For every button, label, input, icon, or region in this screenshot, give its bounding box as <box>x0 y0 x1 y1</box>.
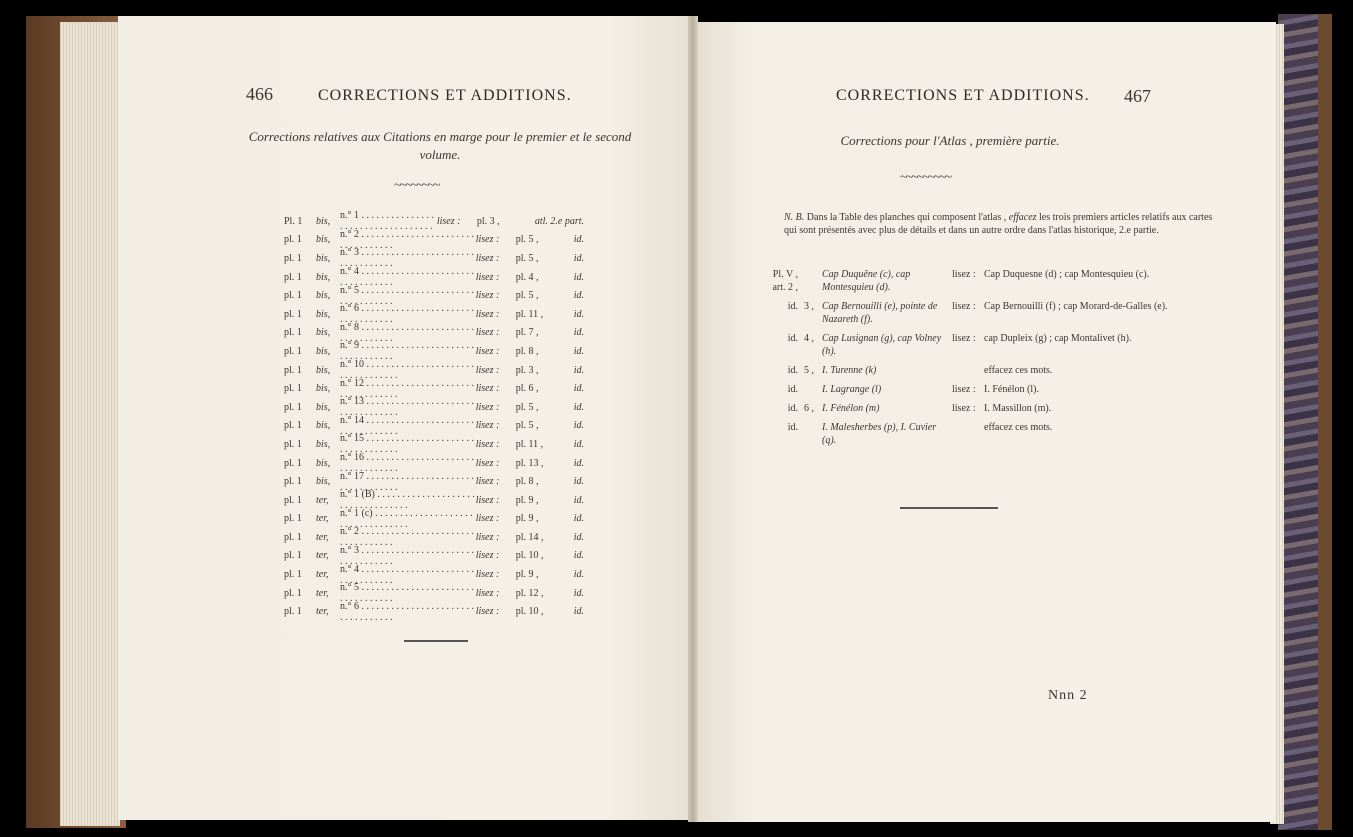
atlas-plate: id. <box>787 301 798 312</box>
atlas-plate: id. <box>787 384 798 395</box>
atlas-entry: I. Turenne (k) <box>822 365 877 376</box>
citation-note: id. <box>573 290 584 302</box>
citation-lisez: lisez : <box>475 420 500 432</box>
citation-row <box>284 544 584 566</box>
citation-note: id. <box>573 420 584 432</box>
citation-modifier: bis, <box>316 290 331 302</box>
citation-target: pl. 12 , <box>515 587 544 599</box>
citation-plate: pl. 1 <box>284 587 302 599</box>
citation-note: id. <box>573 327 584 339</box>
citation-plate: pl. 1 <box>284 476 302 488</box>
citation-plate: pl. 1 <box>284 383 302 395</box>
citation-lisez: lisez : <box>475 383 500 395</box>
atlas-plate: id. <box>787 365 798 376</box>
citation-lisez: lisez : <box>475 345 500 357</box>
citation-number: n.° 6 . . . <box>340 303 476 325</box>
citation-row <box>284 398 584 417</box>
citation-number: n.° 12 . . . <box>340 378 476 400</box>
citation-modifier: ter, <box>316 606 329 618</box>
citation-target: pl. 10 , <box>515 606 544 618</box>
atlas-action: lisez : <box>952 301 976 312</box>
citation-row <box>284 414 584 436</box>
citation-note: id. <box>573 550 584 562</box>
book-cover-right-edge <box>1318 14 1332 830</box>
citation-number: n.° 13 . . . <box>340 396 476 418</box>
citation-lisez: lisez : <box>475 234 500 246</box>
atlas-correction-row <box>758 332 1238 358</box>
left-end-rule <box>404 640 468 642</box>
atlas-correction-row <box>758 421 1238 447</box>
citation-target: pl. 13 , <box>515 457 544 469</box>
citation-row <box>284 228 584 250</box>
citation-row <box>284 602 584 621</box>
citation-modifier: ter, <box>316 494 329 506</box>
citation-row <box>284 286 584 305</box>
citation-modifier: bis, <box>316 271 331 283</box>
atlas-correction-row <box>758 268 1238 294</box>
atlas-correction: effacez ces mots. <box>984 365 1053 376</box>
atlas-plate: id. <box>787 333 798 344</box>
citation-plate: pl. 1 <box>284 531 302 543</box>
citation-plate: pl. 1 <box>284 308 302 320</box>
citation-modifier: bis, <box>316 420 331 432</box>
citation-number: n.° 5 . . . <box>340 582 476 604</box>
citation-row <box>284 454 584 473</box>
citation-note: atl. 2.e part. <box>534 215 584 227</box>
atlas-correction: cap Dupleix (g) ; cap Montalivet (h). <box>984 333 1132 344</box>
citation-note: id. <box>573 457 584 469</box>
citation-lisez: lisez : <box>475 587 500 599</box>
citation-note: id. <box>573 531 584 543</box>
citation-row <box>284 584 584 603</box>
left-ornament: ~~~~~~~~ <box>394 178 439 193</box>
citation-number: n.° 2 . . . <box>340 229 476 251</box>
citation-target: pl. 11 , <box>515 308 544 320</box>
citation-row <box>284 249 584 268</box>
citation-lisez: lisez : <box>475 438 500 450</box>
citation-target: pl. 8 , <box>515 476 539 488</box>
citation-note: id. <box>573 438 584 450</box>
citation-plate: pl. 1 <box>284 327 302 339</box>
citation-lisez: lisez : <box>475 550 500 562</box>
citation-lisez: lisez : <box>475 290 500 302</box>
citation-number: n.° 16 . . . <box>340 452 476 474</box>
citation-number: n.° 3 . . . <box>340 545 476 567</box>
atlas-entry: Cap Lusignan (g), cap Volney (h). <box>822 333 942 357</box>
citation-target: pl. 4 , <box>515 271 539 283</box>
atlas-entry: Cap Bernouilli (e), pointe de Nazareth (f). <box>822 301 938 325</box>
right-running-head: CORRECTIONS ET ADDITIONS. <box>836 87 1090 104</box>
citation-modifier: bis, <box>316 383 331 395</box>
atlas-correction-row <box>758 383 1238 396</box>
citation-row <box>284 212 584 231</box>
citation-modifier: bis, <box>316 308 331 320</box>
citation-target: pl. 5 , <box>515 252 539 264</box>
left-page-number: 466 <box>246 84 273 104</box>
citation-number: n.° 2 . . . <box>340 526 476 548</box>
citation-number: n.° 14 . . . <box>340 415 476 437</box>
citation-target: pl. 5 , <box>515 401 539 413</box>
citation-lisez: lisez : <box>475 252 500 264</box>
citation-number: n.° 17 . . . <box>340 471 476 493</box>
citation-modifier: ter, <box>316 550 329 562</box>
atlas-action <box>952 364 984 377</box>
citation-target: pl. 6 , <box>515 383 539 395</box>
citation-modifier: ter, <box>316 587 329 599</box>
atlas-correction-row <box>758 364 1238 377</box>
atlas-article-number <box>804 268 822 294</box>
atlas-correction-row <box>758 300 1238 326</box>
nota-bene-paragraph <box>784 211 1224 237</box>
citation-target: pl. 3 , <box>515 364 539 376</box>
citation-note: id. <box>573 271 584 283</box>
citation-lisez: lisez : <box>475 457 500 469</box>
atlas-action <box>952 421 984 447</box>
citation-plate: pl. 1 <box>284 513 302 525</box>
atlas-article-number: 4 , <box>804 333 814 344</box>
citation-plate: pl. 1 <box>284 457 302 469</box>
citation-row <box>284 528 584 547</box>
citation-target: pl. 11 , <box>515 438 544 450</box>
atlas-article-number <box>804 421 822 447</box>
citation-number: n.° 15 . . . <box>340 433 476 455</box>
citation-row <box>284 321 584 343</box>
atlas-article-number: 5 , <box>804 365 814 376</box>
citation-modifier: bis, <box>316 401 331 413</box>
citation-note: id. <box>573 364 584 376</box>
citation-plate: pl. 1 <box>284 345 302 357</box>
citation-target: pl. 10 , <box>515 550 544 562</box>
citation-row <box>284 342 584 361</box>
page-stack-left <box>60 22 120 826</box>
citation-lisez: lisez : <box>475 401 500 413</box>
atlas-corrections-table <box>758 268 1238 453</box>
citation-number: n.° 1 . . . <box>340 210 437 232</box>
citation-modifier: bis, <box>316 476 331 488</box>
citation-number: n.° 1 (B) . . . <box>340 489 476 511</box>
citation-plate: pl. 1 <box>284 271 302 283</box>
right-page-number: 467 <box>1124 86 1151 106</box>
atlas-plate: id. <box>787 422 798 433</box>
citation-lisez: lisez : <box>475 271 500 283</box>
citation-row <box>284 268 584 287</box>
citation-modifier: bis, <box>316 457 331 469</box>
atlas-action: lisez : <box>952 384 976 395</box>
atlas-correction: Cap Bernouilli (f) ; cap Morard-de-Galles (e). <box>984 301 1168 312</box>
right-section-title: Corrections pour l'Atlas , première partie. <box>840 133 1060 148</box>
citation-note: id. <box>573 252 584 264</box>
citation-plate: pl. 1 <box>284 364 302 376</box>
citation-modifier: bis, <box>316 327 331 339</box>
citation-lisez: lisez : <box>475 494 500 506</box>
citation-row <box>284 379 584 398</box>
atlas-article-number <box>804 383 822 396</box>
citation-modifier: ter, <box>316 569 329 581</box>
citation-row <box>284 507 584 529</box>
citation-number: n.° 3 . . . <box>340 247 476 269</box>
citation-note: id. <box>573 569 584 581</box>
citation-note: id. <box>573 234 584 246</box>
citation-target: pl. 5 , <box>515 290 539 302</box>
citation-target: pl. 9 , <box>515 513 539 525</box>
atlas-correction: Cap Duquesne (d) ; cap Montesquieu (c). <box>984 269 1150 280</box>
nb-label: N. B. <box>784 212 805 223</box>
citation-modifier: bis, <box>316 438 331 450</box>
citation-modifier: bis, <box>316 215 331 227</box>
citation-number: n.° 4 . . . <box>340 266 476 288</box>
citation-lisez: lisez : <box>475 531 500 543</box>
citation-modifier: bis, <box>316 234 331 246</box>
citation-target: pl. 8 , <box>515 345 539 357</box>
citation-plate: pl. 1 <box>284 494 302 506</box>
citation-note: id. <box>573 383 584 395</box>
right-ornament: ~~~~~~~~~ <box>900 170 951 185</box>
citation-number: n.° 5 . . . <box>340 285 476 307</box>
citation-corrections-list <box>284 212 584 621</box>
citation-plate: pl. 1 <box>284 438 302 450</box>
atlas-correction-row <box>758 402 1238 415</box>
right-end-rule <box>900 507 998 509</box>
nb-text-1: Dans la Table des planches qui composent l'atlas , <box>806 212 1007 223</box>
citation-target: pl. 3 , <box>476 215 500 227</box>
citation-plate: Pl. 1 <box>284 215 303 227</box>
citation-plate: pl. 1 <box>284 569 302 581</box>
citation-number: n.° 1 (c) . . . <box>340 508 476 530</box>
atlas-entry: I. Fénélon (m) <box>822 403 880 414</box>
citation-modifier: ter, <box>316 513 329 525</box>
citation-plate: pl. 1 <box>284 420 302 432</box>
atlas-correction: I. Massillon (m). <box>984 403 1052 414</box>
atlas-action: lisez : <box>952 333 976 344</box>
citation-modifier: ter, <box>316 531 329 543</box>
atlas-plate: Pl. V , art. 2 , <box>772 269 798 293</box>
citation-lisez: lisez : <box>475 569 500 581</box>
citation-target: pl. 5 , <box>515 234 539 246</box>
nb-effacez: effacez <box>1008 212 1037 223</box>
citation-target: pl. 5 , <box>515 420 539 432</box>
citation-row <box>284 361 584 380</box>
citation-modifier: bis, <box>316 345 331 357</box>
citation-note: id. <box>573 587 584 599</box>
citation-plate: pl. 1 <box>284 290 302 302</box>
citation-note: id. <box>573 513 584 525</box>
citation-lisez: lisez : <box>475 308 500 320</box>
citation-plate: pl. 1 <box>284 550 302 562</box>
citation-row <box>284 435 584 454</box>
atlas-article-number: 6 , <box>804 403 814 414</box>
book-gutter <box>688 16 698 822</box>
citation-target: pl. 9 , <box>515 569 539 581</box>
left-section-title: Corrections relatives aux Citations en marge pour le premier et le second volume. <box>248 129 632 162</box>
citation-modifier: bis, <box>316 364 331 376</box>
citation-row <box>284 491 584 510</box>
atlas-correction: I. Fénélon (l). <box>984 384 1039 395</box>
citation-lisez: lisez : <box>475 476 500 488</box>
atlas-entry: I. Lagrange (l) <box>822 384 882 395</box>
citation-row <box>284 565 584 584</box>
signature-mark: Nnn 2 <box>1048 688 1088 703</box>
citation-note: id. <box>573 345 584 357</box>
citation-number: n.° 6 . . . <box>340 601 476 623</box>
citation-lisez: lisez : <box>475 327 500 339</box>
citation-row <box>284 472 584 491</box>
citation-note: id. <box>573 308 584 320</box>
citation-number: n.° 9 . . . <box>340 340 476 362</box>
citation-number: n.° 8 . . . <box>340 322 476 344</box>
citation-number: n.° 10 . . . <box>340 359 476 381</box>
atlas-article-number: 3 , <box>804 301 814 312</box>
left-running-head: CORRECTIONS ET ADDITIONS. <box>318 87 572 104</box>
atlas-action: lisez : <box>952 269 976 280</box>
atlas-correction: effacez ces mots. <box>984 422 1053 433</box>
citation-plate: pl. 1 <box>284 234 302 246</box>
citation-note: id. <box>573 476 584 488</box>
citation-lisez: lisez : <box>475 513 500 525</box>
citation-lisez: lisez : <box>436 215 461 227</box>
citation-plate: pl. 1 <box>284 606 302 618</box>
nb-text-2: les trois premiers articles relatifs aux cartes qui sont présentés avec plus de détails et dans un autre ordre dans l'atlas historique, 2.e partie. <box>784 212 1213 236</box>
citation-target: pl. 14 , <box>515 531 544 543</box>
citation-note: id. <box>573 606 584 618</box>
atlas-action: lisez : <box>952 403 976 414</box>
citation-target: pl. 9 , <box>515 494 539 506</box>
citation-number: n.° 4 . . . <box>340 564 476 586</box>
citation-note: id. <box>573 401 584 413</box>
citation-lisez: lisez : <box>475 364 500 376</box>
citation-note: id. <box>573 494 584 506</box>
atlas-entry: I. Malesherbes (p), I. Cuvier (q). <box>822 422 937 446</box>
citation-plate: pl. 1 <box>284 401 302 413</box>
citation-row <box>284 305 584 324</box>
atlas-entry: Cap Duquêne (c), cap Montesquieu (d). <box>822 269 911 293</box>
atlas-plate: id. <box>787 403 798 414</box>
citation-plate: pl. 1 <box>284 252 302 264</box>
citation-target: pl. 7 , <box>515 327 539 339</box>
citation-lisez: lisez : <box>475 606 500 618</box>
citation-modifier: bis, <box>316 252 331 264</box>
